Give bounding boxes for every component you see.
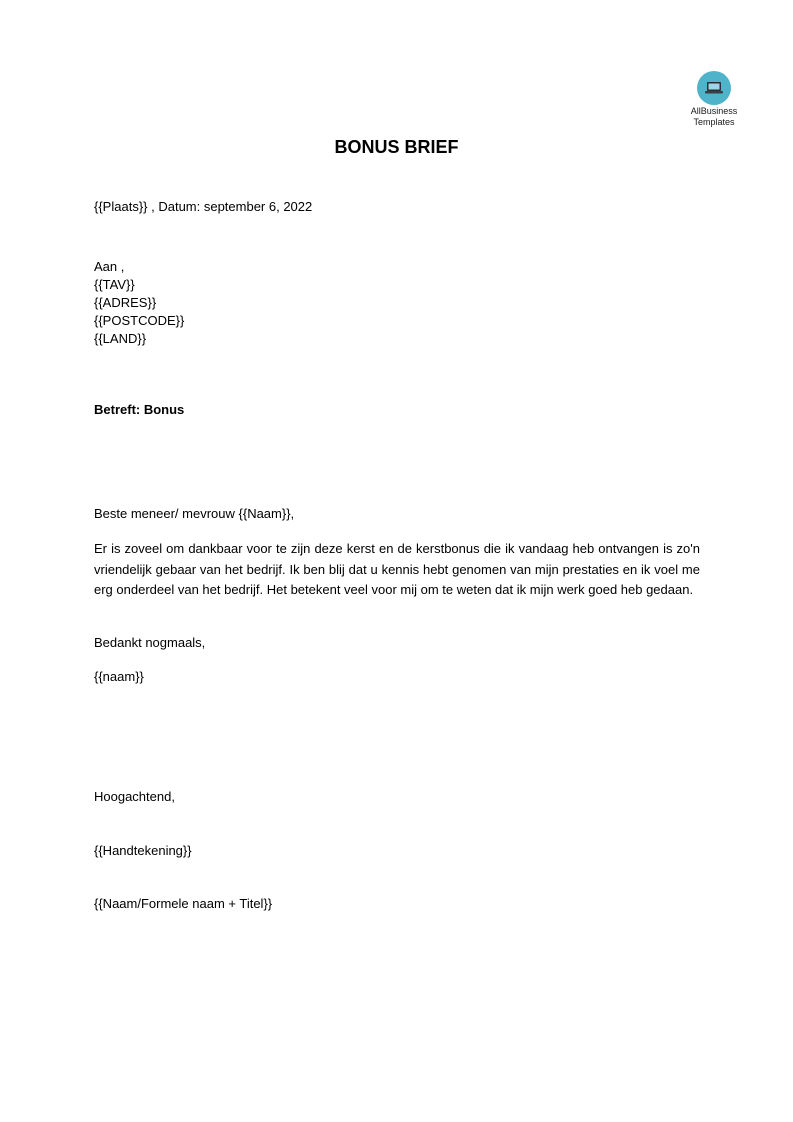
subject-line: Betreft: Bonus <box>94 402 185 417</box>
salutation: Beste meneer/ mevrouw {{Naam}}, <box>94 506 295 521</box>
thanks-line: Bedankt nogmaals, <box>94 635 206 650</box>
allbusiness-logo <box>683 71 745 127</box>
address-street: {{ADRES}} <box>94 295 157 310</box>
closing: Hoogachtend, <box>94 789 175 804</box>
address-country: {{LAND}} <box>94 331 147 346</box>
logo-text-line2: Templates <box>693 117 735 127</box>
sender-name: {{naam}} <box>94 669 144 684</box>
document-title: BONUS BRIEF <box>334 137 459 157</box>
formal-name-placeholder: {{Naam/Formele naam + Titel}} <box>94 896 273 911</box>
letter-body: Er is zoveel om dankbaar voor te zijn deze kerst en de kerstbonus die ik vandaag heb ontvangen is zo'n vriendelijk gebaar van het bedrijf. Ik ben blij dat u kennis hebt genomen van mijn prestaties en ik voel me erg onderdeel van het bedrijf. Het betekent veel voor mij om te weten dat ik mijn werk goed heb gedaan. <box>94 541 700 597</box>
address-to: Aan , <box>94 259 125 274</box>
signature-placeholder: {{Handtekening}} <box>94 843 192 858</box>
logo-text-line1: AllBusiness <box>690 106 738 116</box>
address-postcode: {{POSTCODE}} <box>94 313 185 328</box>
place-date: {{Plaats}} , Datum: september 6, 2022 <box>94 199 313 214</box>
address-tav: {{TAV}} <box>94 277 135 292</box>
laptop-icon <box>697 71 731 105</box>
